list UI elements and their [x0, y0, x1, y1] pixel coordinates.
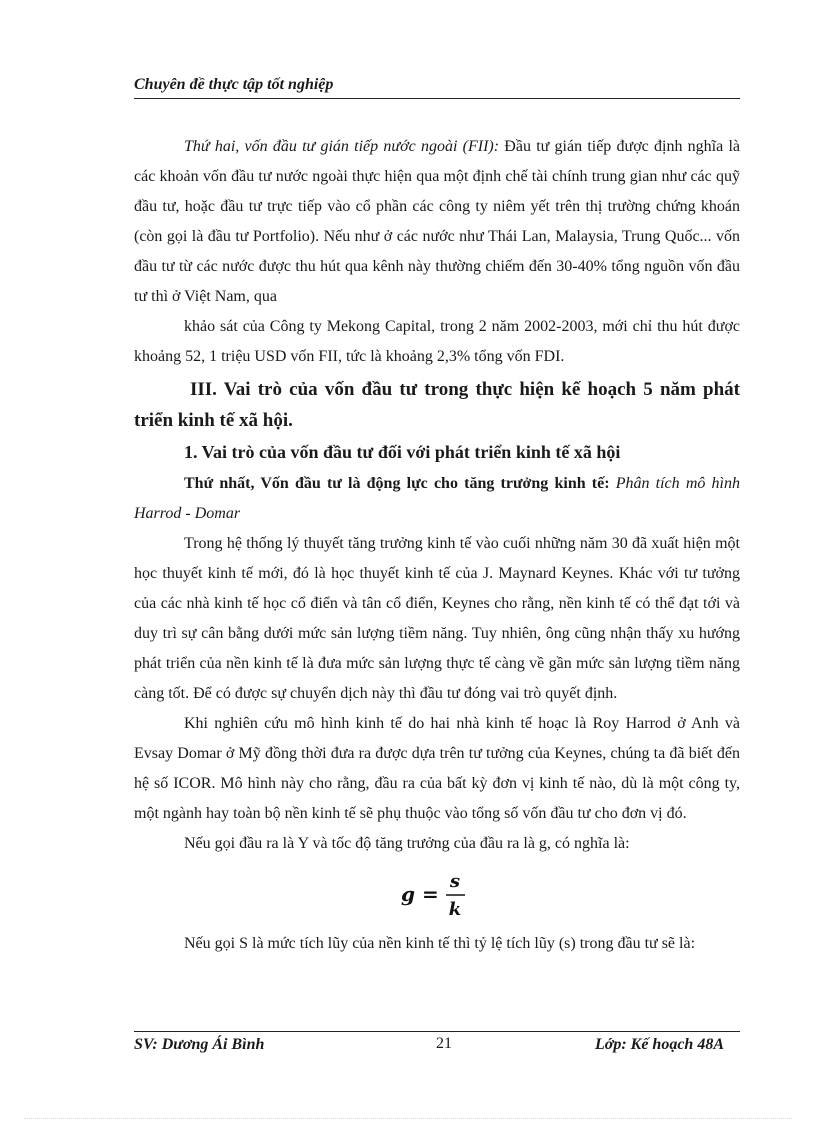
paragraph-fii — [134, 132, 740, 312]
paragraph-fii-text: Đầu tư gián tiếp được định nghĩa là các khoản vốn đầu tư nước ngoài thực hiện qua một định chế tài chính trung gian như các quỹ đầu tư, hoặc đầu tư trực tiếp vào cổ phần các công ty niêm yết trên thị trường chứng khoán (còn gọi là đầu tư Portfolio). Nếu như ở các nước như Thái Lan, Malaysia, Trung Quốc... vốn đầu tư từ các nước được thu hút qua kênh này thường chiếm đến 30-40% tổng nguồn vốn đầu tư thì ở Việt Nam, qua — [134, 138, 740, 305]
formula-lhs: g = — [401, 882, 439, 906]
paragraph-first-point-italic: Phân tích mô hình Harrod - Domar — [134, 475, 740, 522]
growth-formula — [134, 867, 740, 923]
paragraph-fii-lead: Thứ hai, vốn đầu tư gián tiếp nước ngoài (FII): — [184, 138, 500, 155]
formula-graphic — [397, 867, 477, 923]
header-title: Chuyên đề thực tập tốt nghiệp — [134, 76, 334, 93]
paragraph-first-point — [134, 469, 740, 529]
page-number: 21 — [436, 1035, 452, 1052]
page-edge-divider — [24, 1118, 792, 1119]
footer-divider — [134, 1031, 740, 1032]
paragraph-keynes: Trong hệ thống lý thuyết tăng trưởng kinh tế vào cuối những năm 30 đã xuất hiện một học thuyết kinh tế mới, đó là học thuyết kinh tế của J. Maynard Keynes. Khác với tư tưởng của các nhà kinh tế học cổ điển và tân cổ điển, Keynes cho rằng, nền kinh tế có thể đạt tới và duy trì sự cân bằng dưới mức sản lượng tiềm năng. Tuy nhiên, ông cũng nhận thấy xu hướng phát triển của nền kinh tế là đưa mức sản lượng thực tế càng về gần mức sản lượng tiềm năng càng tốt. Để có được sự chuyển dịch này thì đầu tư đóng vai trò quyết định. — [134, 535, 740, 702]
header-divider — [134, 98, 740, 99]
paragraph-first-point-lead: Thứ nhất, Vốn đầu tư là động lực cho tăng trưởng kinh tế: — [184, 475, 610, 492]
paragraph-savings-rate: Nếu gọi S là mức tích lũy của nền kinh tế thì tỷ lệ tích lũy (s) trong đầu tư sẽ là: — [184, 935, 696, 952]
footer-class: Lớp: Kế hoạch 48A — [594, 1036, 724, 1053]
paragraph-harrod-domar: Khi nghiên cứu mô hình kinh tế do hai nhà kinh tế hoạc là Roy Harrod ở Anh và Evsay Domar ở Mỹ đồng thời đưa ra được dựa trên tư tưởng của Keynes, chúng ta đã biết đến hệ số ICOR. Mô hình này cho rằng, đầu ra của bất kỳ đơn vị kinh tế nào, dù là một công ty, một ngành hay toàn bộ nền kinh tế sẽ phụ thuộc vào tổng số vốn đầu tư cho đơn vị đó. — [134, 715, 740, 822]
paragraph-output-growth: Nếu gọi đầu ra là Y và tốc độ tăng trưởng của đầu ra là g, có nghĩa là: — [184, 835, 630, 852]
footer-student: SV: Dương Ái Bình — [134, 1036, 265, 1053]
section-heading-iii: III. Vai trò của vốn đầu tư trong thực hiện kế hoạch 5 năm phát triển kinh tế xã hội. — [134, 379, 740, 431]
paragraph-mekong: khảo sát của Công ty Mekong Capital, trong 2 năm 2002-2003, mới chỉ thu hút được khoảng 52, 1 triệu USD vốn FII, tức là khoảng 2,3% tổng vốn FDI. — [134, 318, 740, 365]
document-body — [134, 132, 740, 959]
formula-denominator: k — [448, 899, 462, 920]
formula-numerator: s — [449, 871, 461, 892]
subsection-heading-1: 1. Vai trò của vốn đầu tư đối với phát triển kinh tế xã hội — [184, 442, 621, 462]
